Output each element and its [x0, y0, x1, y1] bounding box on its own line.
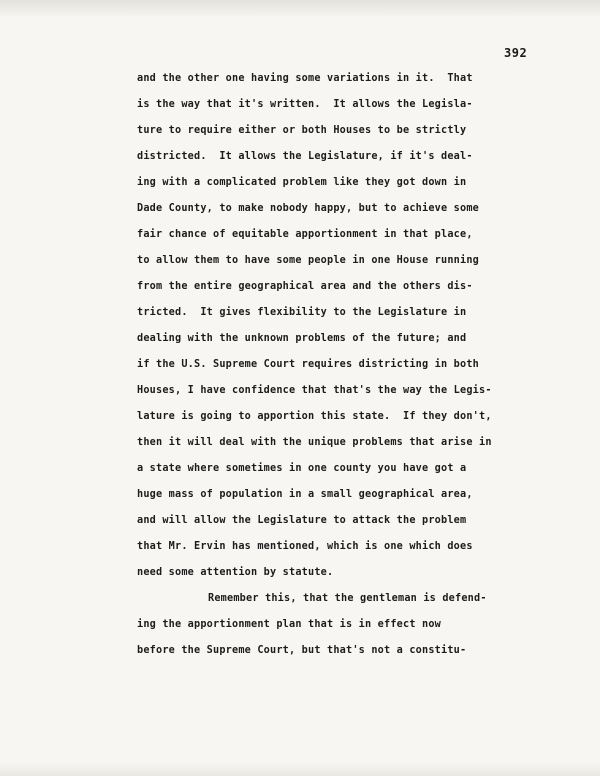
text-line: and the other one having some variations in it. That: [137, 73, 473, 84]
text-line: ing the apportionment plan that is in effect now: [137, 619, 442, 630]
text-line: fair chance of equitable apportionment in that place,: [137, 229, 473, 240]
text-line: ing with a complicated problem like they got down in: [137, 177, 467, 188]
text-line: from the entire geographical area and the others dis-: [137, 281, 473, 292]
text-line: is the way that it's written. It allows the Legisla-: [137, 99, 473, 110]
text-line: districted. It allows the Legislature, if it's deal-: [137, 151, 473, 162]
page-number: 392: [504, 46, 528, 60]
text-line: then it will deal with the unique problems that arise in: [137, 437, 492, 448]
text-line: lature is going to apportion this state. If they don't,: [137, 411, 492, 422]
text-line: a state where sometimes in one county you have got a: [137, 463, 467, 474]
text-line: Houses, I have confidence that that's the way the Legis-: [137, 385, 492, 396]
text-line: if the U.S. Supreme Court requires districting in both: [137, 359, 480, 370]
paragraph-start-line: Remember this, that the gentleman is defend-: [208, 593, 487, 604]
text-line: huge mass of population in a small geographical area,: [137, 489, 473, 500]
text-line: need some attention by statute.: [137, 567, 334, 578]
text-line: before the Supreme Court, but that's not a constitu-: [137, 645, 467, 656]
text-line: dealing with the unknown problems of the future; and: [137, 333, 467, 344]
text-line: to allow them to have some people in one House running: [137, 255, 480, 266]
text-line: Dade County, to make nobody happy, but to achieve some: [137, 203, 480, 214]
page-bottom-edge: [0, 762, 600, 776]
text-line: tricted. It gives flexibility to the Legislature in: [137, 307, 467, 318]
text-line: and will allow the Legislature to attack the problem: [137, 515, 467, 526]
text-line: ture to require either or both Houses to be strictly: [137, 125, 467, 136]
text-line: that Mr. Ervin has mentioned, which is one which does: [137, 541, 473, 552]
